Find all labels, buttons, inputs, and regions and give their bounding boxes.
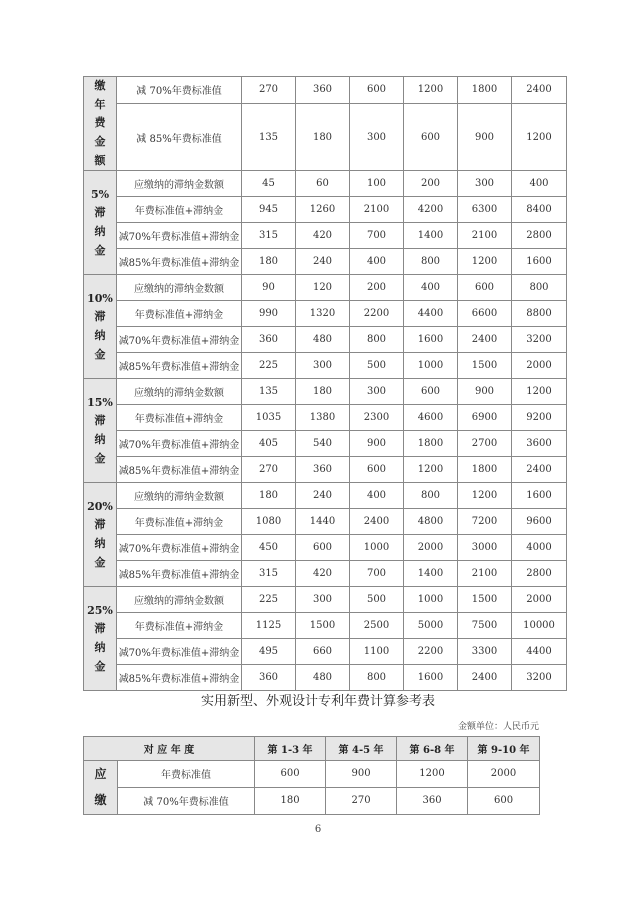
value-cell: 45	[242, 171, 296, 197]
value-cell: 1080	[242, 509, 296, 535]
value-cell: 800	[404, 483, 458, 509]
group-label-line: 滞	[94, 518, 106, 532]
row-label: 年费标准值+滞纳金	[117, 197, 242, 223]
row-label: 应缴纳的滞纳金数额	[117, 379, 242, 405]
row-label: 减 70%年费标准值	[118, 787, 255, 814]
group-label-line: 费	[94, 116, 106, 130]
group-label-line: 滞	[94, 622, 106, 636]
group-label-line: 10%	[87, 291, 113, 305]
value-cell: 1800	[458, 457, 512, 483]
value-cell: 2400	[458, 665, 512, 691]
value-cell: 420	[296, 223, 350, 249]
value-cell: 135	[242, 379, 296, 405]
value-cell: 660	[296, 639, 350, 665]
value-cell: 120	[296, 275, 350, 301]
value-cell: 2000	[512, 587, 567, 613]
value-cell: 8800	[512, 301, 567, 327]
value-cell: 180	[296, 103, 350, 171]
value-cell: 1600	[404, 327, 458, 353]
group-label-cell	[84, 275, 117, 379]
row-label: 年费标准值+滞纳金	[117, 301, 242, 327]
value-cell: 360	[242, 665, 296, 691]
table-row	[84, 379, 567, 405]
value-cell: 1200	[458, 249, 512, 275]
row-label: 年费标准值+滞纳金	[117, 405, 242, 431]
value-cell: 2100	[350, 197, 404, 223]
value-cell: 4400	[512, 639, 567, 665]
row-label: 减70%年费标准值+滞纳金	[117, 327, 242, 353]
value-cell: 360	[296, 457, 350, 483]
value-cell: 2400	[350, 509, 404, 535]
value-cell: 2100	[458, 223, 512, 249]
annual-fee-late-fee-table	[83, 76, 567, 691]
value-cell: 800	[512, 275, 567, 301]
value-cell: 1500	[458, 587, 512, 613]
value-cell: 450	[242, 535, 296, 561]
value-cell: 990	[242, 301, 296, 327]
value-cell: 9600	[512, 509, 567, 535]
value-cell: 1800	[404, 431, 458, 457]
value-cell: 3600	[512, 431, 567, 457]
value-cell: 4000	[512, 535, 567, 561]
group-label-line: 金	[94, 659, 106, 673]
value-cell: 300	[350, 103, 404, 171]
value-cell: 2300	[350, 405, 404, 431]
page-number: 6	[314, 824, 322, 835]
group-label-line: 25%	[87, 603, 113, 617]
row-label: 应缴纳的滞纳金数额	[117, 171, 242, 197]
value-cell: 270	[326, 787, 397, 814]
value-cell: 1200	[404, 77, 458, 104]
row-label: 应缴纳的滞纳金数额	[117, 483, 242, 509]
value-cell: 7500	[458, 613, 512, 639]
value-cell: 4600	[404, 405, 458, 431]
value-cell: 495	[242, 639, 296, 665]
value-cell: 270	[242, 457, 296, 483]
value-cell: 600	[296, 535, 350, 561]
value-cell: 360	[397, 787, 468, 814]
value-cell: 3300	[458, 639, 512, 665]
value-cell: 240	[296, 483, 350, 509]
column-header: 第 4-5 年	[326, 737, 397, 761]
value-cell: 90	[242, 275, 296, 301]
value-cell: 420	[296, 561, 350, 587]
value-cell: 1200	[458, 483, 512, 509]
row-label: 减70%年费标准值+滞纳金	[117, 223, 242, 249]
value-cell: 1000	[350, 535, 404, 561]
currency-unit-note: 金额单位：人民币元	[457, 722, 539, 732]
value-cell: 10000	[512, 613, 567, 639]
group-label-line: 缴	[94, 79, 106, 92]
value-cell: 1600	[404, 665, 458, 691]
group-label-line: 金	[94, 243, 106, 257]
value-cell: 2200	[404, 639, 458, 665]
value-cell: 270	[242, 77, 296, 104]
value-cell: 300	[458, 171, 512, 197]
group-label-line: 滞	[94, 206, 106, 220]
group-label-cell	[84, 587, 117, 691]
value-cell: 300	[296, 587, 350, 613]
value-cell: 3000	[458, 535, 512, 561]
value-cell: 4200	[404, 197, 458, 223]
table-row	[84, 249, 567, 275]
row-label: 应缴纳的滞纳金数额	[117, 275, 242, 301]
value-cell: 2400	[512, 457, 567, 483]
value-cell: 6900	[458, 405, 512, 431]
value-cell: 1200	[404, 457, 458, 483]
row-label: 减70%年费标准值+滞纳金	[117, 431, 242, 457]
table-row	[84, 561, 567, 587]
value-cell: 600	[404, 379, 458, 405]
value-cell: 1200	[512, 379, 567, 405]
row-label: 年费标准值	[118, 761, 255, 788]
group-label-cell	[84, 761, 118, 815]
value-cell: 540	[296, 431, 350, 457]
group-label-line: 金	[94, 451, 106, 465]
table-header-row	[84, 737, 540, 761]
utility-design-fee-table-title: 实用新型、外观设计专利年费计算参考表	[200, 694, 435, 709]
value-cell: 4400	[404, 301, 458, 327]
table-row	[84, 77, 567, 104]
value-cell: 3200	[512, 327, 567, 353]
table-row	[84, 509, 567, 535]
value-cell: 2400	[512, 77, 567, 104]
value-cell: 60	[296, 171, 350, 197]
table-row	[84, 639, 567, 665]
value-cell: 900	[326, 761, 397, 788]
table-row	[84, 483, 567, 509]
value-cell: 1260	[296, 197, 350, 223]
group-label-line: 缴	[94, 793, 107, 808]
value-cell: 360	[242, 327, 296, 353]
table-row	[84, 761, 540, 788]
value-cell: 2800	[512, 561, 567, 587]
value-cell: 2400	[458, 327, 512, 353]
row-label: 减85%年费标准值+滞纳金	[117, 561, 242, 587]
value-cell: 300	[350, 379, 404, 405]
value-cell: 700	[350, 561, 404, 587]
table-row	[84, 587, 567, 613]
group-label-line: 金	[94, 555, 106, 569]
value-cell: 1600	[512, 249, 567, 275]
value-cell: 2100	[458, 561, 512, 587]
value-cell: 1200	[512, 103, 567, 171]
value-cell: 180	[242, 249, 296, 275]
group-label-cell	[84, 379, 117, 483]
row-label: 减85%年费标准值+滞纳金	[117, 249, 242, 275]
value-cell: 1000	[404, 587, 458, 613]
value-cell: 1600	[512, 483, 567, 509]
value-cell: 1440	[296, 509, 350, 535]
row-label: 年费标准值+滞纳金	[117, 613, 242, 639]
group-label-line: 纳	[94, 536, 106, 550]
value-cell: 800	[404, 249, 458, 275]
row-label: 减 70%年费标准值	[117, 77, 242, 104]
table-row	[84, 103, 567, 171]
value-cell: 360	[296, 77, 350, 104]
value-cell: 2800	[512, 223, 567, 249]
group-label-cell	[84, 77, 117, 171]
value-cell: 9200	[512, 405, 567, 431]
row-label: 减85%年费标准值+滞纳金	[117, 457, 242, 483]
table-row	[84, 787, 540, 814]
value-cell: 600	[468, 787, 540, 814]
value-cell: 600	[350, 77, 404, 104]
group-label-line: 纳	[94, 432, 106, 446]
value-cell: 800	[350, 665, 404, 691]
table-row	[84, 197, 567, 223]
column-header: 第 1-3 年	[255, 737, 326, 761]
value-cell: 2500	[350, 613, 404, 639]
group-label-line: 滞	[94, 414, 106, 428]
value-cell: 400	[404, 275, 458, 301]
table-row	[84, 171, 567, 197]
value-cell: 200	[404, 171, 458, 197]
group-label-line: 纳	[94, 640, 106, 654]
value-cell: 400	[512, 171, 567, 197]
table-row	[84, 405, 567, 431]
group-label-line: 滞	[94, 310, 106, 324]
value-cell: 300	[296, 353, 350, 379]
value-cell: 1100	[350, 639, 404, 665]
table-row	[84, 457, 567, 483]
table-row	[84, 535, 567, 561]
row-label: 减70%年费标准值+滞纳金	[117, 535, 242, 561]
value-cell: 500	[350, 353, 404, 379]
group-label-line: 20%	[87, 499, 113, 513]
row-label: 减85%年费标准值+滞纳金	[117, 665, 242, 691]
group-label-line: 纳	[94, 224, 106, 238]
value-cell: 1320	[296, 301, 350, 327]
value-cell: 480	[296, 327, 350, 353]
table-row	[84, 353, 567, 379]
table-row	[84, 275, 567, 301]
value-cell: 400	[350, 249, 404, 275]
value-cell: 1200	[397, 761, 468, 788]
value-cell: 2000	[468, 761, 540, 788]
group-label-cell	[84, 483, 117, 587]
value-cell: 405	[242, 431, 296, 457]
group-label-line: 额	[94, 153, 106, 167]
value-cell: 240	[296, 249, 350, 275]
value-cell: 600	[255, 761, 326, 788]
value-cell: 1800	[458, 77, 512, 104]
value-cell: 600	[350, 457, 404, 483]
table-row	[84, 327, 567, 353]
value-cell: 800	[350, 327, 404, 353]
value-cell: 180	[242, 483, 296, 509]
value-cell: 1400	[404, 223, 458, 249]
table-row	[84, 431, 567, 457]
value-cell: 400	[350, 483, 404, 509]
row-label: 年费标准值+滞纳金	[117, 509, 242, 535]
group-label-line: 金	[94, 347, 106, 361]
table-row	[84, 613, 567, 639]
row-label: 减70%年费标准值+滞纳金	[117, 639, 242, 665]
table-row	[84, 223, 567, 249]
value-cell: 700	[350, 223, 404, 249]
group-label-line: 金	[94, 135, 106, 149]
value-cell: 225	[242, 353, 296, 379]
group-label-line: 年	[94, 97, 106, 111]
value-cell: 945	[242, 197, 296, 223]
value-cell: 900	[350, 431, 404, 457]
value-cell: 2200	[350, 301, 404, 327]
value-cell: 6600	[458, 301, 512, 327]
value-cell: 7200	[458, 509, 512, 535]
value-cell: 135	[242, 103, 296, 171]
value-cell: 1125	[242, 613, 296, 639]
table-row	[84, 665, 567, 691]
value-cell: 4800	[404, 509, 458, 535]
value-cell: 5000	[404, 613, 458, 639]
value-cell: 180	[296, 379, 350, 405]
value-cell: 900	[458, 379, 512, 405]
value-cell: 2700	[458, 431, 512, 457]
value-cell: 2000	[512, 353, 567, 379]
value-cell: 6300	[458, 197, 512, 223]
value-cell: 500	[350, 587, 404, 613]
column-header: 第 6-8 年	[397, 737, 468, 761]
value-cell: 200	[350, 275, 404, 301]
value-cell: 1500	[296, 613, 350, 639]
group-label-line: 15%	[87, 395, 113, 409]
value-cell: 225	[242, 587, 296, 613]
value-cell: 2000	[404, 535, 458, 561]
utility-design-fee-table	[83, 736, 540, 815]
row-label: 减85%年费标准值+滞纳金	[117, 353, 242, 379]
value-cell: 180	[255, 787, 326, 814]
row-label: 应缴纳的滞纳金数额	[117, 587, 242, 613]
group-label-line: 应	[94, 767, 107, 781]
group-label-line: 纳	[94, 328, 106, 342]
value-cell: 1035	[242, 405, 296, 431]
value-cell: 1380	[296, 405, 350, 431]
row-label: 减 85%年费标准值	[117, 103, 242, 171]
table-row	[84, 301, 567, 327]
value-cell: 600	[458, 275, 512, 301]
value-cell: 100	[350, 171, 404, 197]
column-header: 第 9-10 年	[468, 737, 540, 761]
value-cell: 8400	[512, 197, 567, 223]
column-header: 对 应 年 度	[84, 737, 255, 761]
value-cell: 315	[242, 223, 296, 249]
value-cell: 1000	[404, 353, 458, 379]
value-cell: 600	[404, 103, 458, 171]
value-cell: 1500	[458, 353, 512, 379]
value-cell: 315	[242, 561, 296, 587]
value-cell: 480	[296, 665, 350, 691]
value-cell: 1400	[404, 561, 458, 587]
group-label-cell	[84, 171, 117, 275]
value-cell: 900	[458, 103, 512, 171]
group-label-line: 5%	[90, 187, 110, 201]
value-cell: 3200	[512, 665, 567, 691]
